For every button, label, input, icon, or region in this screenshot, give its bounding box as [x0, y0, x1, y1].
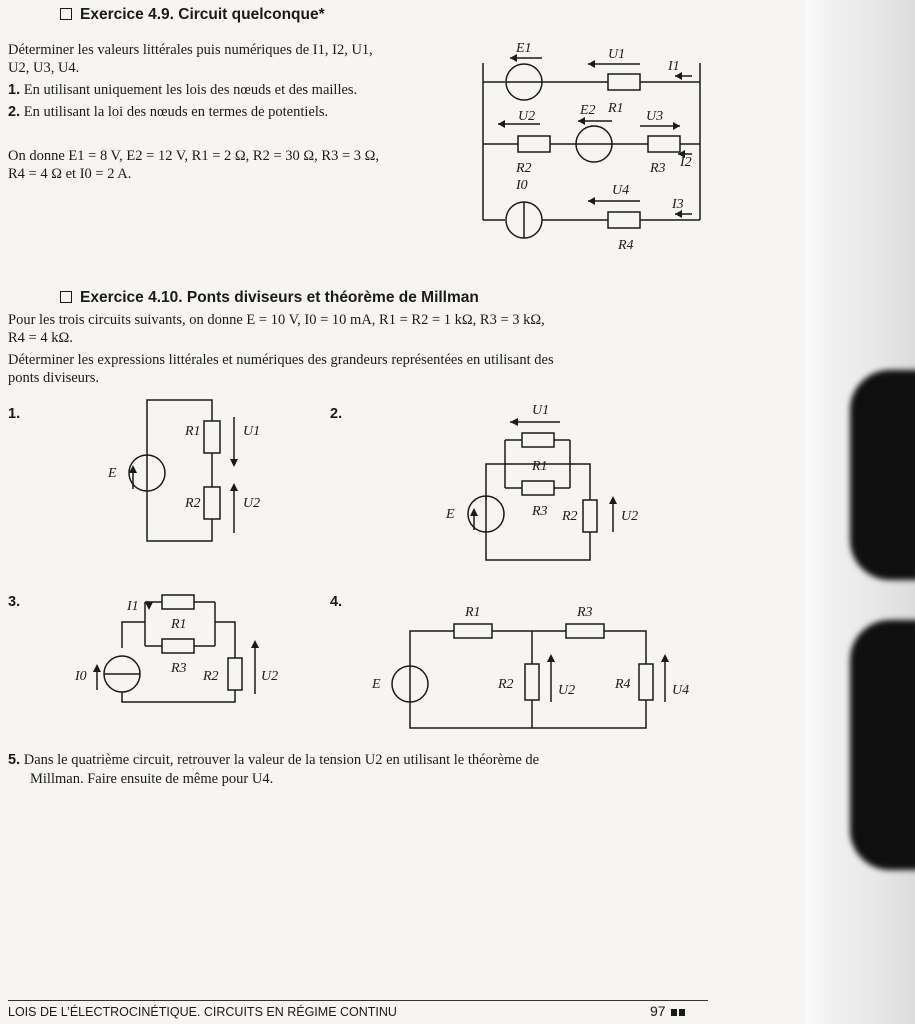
fig3-label-r2: R2: [203, 669, 219, 684]
label-i2: I2: [680, 155, 692, 170]
checkbox-icon: [60, 8, 72, 20]
square-icon: [679, 1009, 685, 1016]
square-icon: [671, 1009, 677, 1016]
fig1-label-u2: U2: [243, 496, 261, 511]
finger-shadow: [850, 370, 915, 580]
chapter-title: LOIS DE L’ÉLECTROCINÉTIQUE. CIRCUITS EN RÉGIME CONTINU: [8, 1005, 397, 1019]
ex410-question-5-line-2: Millman. Faire ensuite de même pour U4.: [30, 771, 274, 787]
label-r4: R4: [618, 238, 634, 253]
figure-2-circuit: [440, 400, 640, 572]
ex49-question-2: 2. En utilisant la loi des nœuds en termes de potentiels.: [8, 104, 329, 120]
exercise-4-9-title: Exercice 4.9. Circuit quelconque*: [60, 6, 325, 24]
fig3-label-r3: R3: [171, 661, 187, 676]
exercise-4-10-title: Exercice 4.10. Ponts diviseurs et théorème de Millman: [60, 289, 479, 307]
fig4-label-u4: U4: [672, 683, 690, 698]
ex410-line-2: R4 = 4 kΩ.: [8, 330, 73, 346]
label-i1: I1: [668, 59, 680, 74]
fig3-label-i0: I0: [75, 669, 87, 684]
label-i3: I3: [672, 197, 684, 212]
ex410-line-3: Déterminer les expressions littérales et numériques des grandeurs représentées en utilisant des: [8, 352, 554, 368]
fig4-label-r4: R4: [615, 677, 631, 692]
ex49-intro-line-2: U2, U3, U4.: [8, 60, 80, 76]
fig2-label-r3: R3: [532, 504, 548, 519]
ex49-question-1: 1. En utilisant uniquement les lois des nœuds et des mailles.: [8, 82, 358, 98]
figure-2-number: 2.: [330, 406, 343, 422]
figure-1-circuit: [100, 395, 280, 550]
page-footer: [8, 1000, 708, 1019]
label-r2: R2: [516, 161, 532, 176]
label-r3: R3: [650, 161, 666, 176]
label-e1: E1: [516, 41, 532, 56]
figure-4-number: 4.: [330, 594, 343, 610]
fig2-label-r1: R1: [532, 459, 548, 474]
fig4-label-r2: R2: [498, 677, 514, 692]
ex49-data-line-1: On donne E1 = 8 V, E2 = 12 V, R1 = 2 Ω, R2 = 30 Ω, R3 = 3 Ω,: [8, 148, 380, 164]
fig2-label-r2: R2: [562, 509, 578, 524]
fig4-label-u2: U2: [558, 683, 576, 698]
fig4-label-r3: R3: [577, 605, 593, 620]
fig2-label-u1: U1: [532, 403, 550, 418]
figure-1-number: 1.: [8, 406, 21, 422]
label-u4: U4: [612, 183, 630, 198]
label-u1: U1: [608, 47, 626, 62]
fig4-label-e: E: [372, 677, 381, 692]
checkbox-icon: [60, 291, 72, 303]
page-number: 97: [650, 1003, 685, 1019]
figure-3-circuit: [75, 588, 295, 718]
fig1-label-r2: R2: [185, 496, 201, 511]
label-e2: E2: [580, 103, 596, 118]
ex49-data-line-2: R4 = 4 Ω et I0 = 2 A.: [8, 166, 132, 182]
finger-shadow: [850, 620, 915, 870]
label-u2: U2: [518, 109, 536, 124]
ex410-line-1: Pour les trois circuits suivants, on donne E = 10 V, I0 = 10 mA, R1 = R2 = 1 kΩ, R3 = 3 kΩ,: [8, 312, 545, 328]
figure-3-number: 3.: [8, 594, 21, 610]
ex410-question-5: 5. Dans le quatrième circuit, retrouver la valeur de la tension U2 en utilisant le théorème de: [8, 752, 540, 768]
fig1-label-e: E: [108, 466, 117, 481]
ex410-line-4: ponts diviseurs.: [8, 370, 100, 386]
fig3-label-r1: R1: [171, 617, 187, 632]
fig1-label-u1: U1: [243, 424, 261, 439]
label-u3: U3: [646, 109, 664, 124]
fig1-label-r1: R1: [185, 424, 201, 439]
fig4-label-r1: R1: [465, 605, 481, 620]
fig3-label-u2: U2: [261, 669, 279, 684]
ex49-circuit: [480, 38, 705, 253]
label-r1: R1: [608, 101, 624, 116]
label-i0: I0: [516, 178, 528, 193]
fig3-label-i1: I1: [127, 599, 139, 614]
figure-4-circuit: [370, 598, 700, 738]
fig2-label-e: E: [446, 507, 455, 522]
fig2-label-u2: U2: [621, 509, 639, 524]
ex49-intro-line-1: Déterminer les valeurs littérales puis numériques de I1, I2, U1,: [8, 42, 373, 58]
